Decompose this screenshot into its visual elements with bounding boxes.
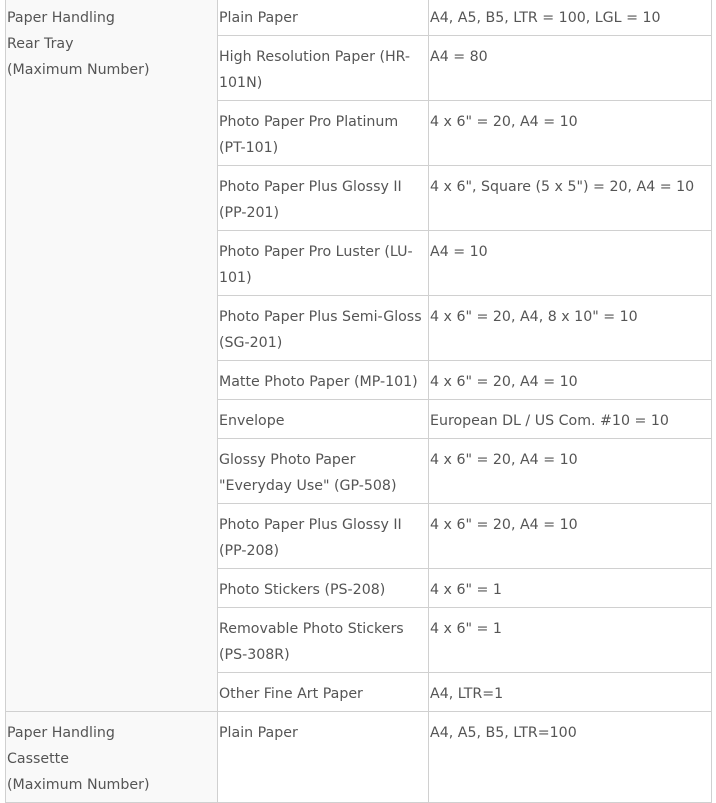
media-type-cell: Envelope <box>218 400 429 439</box>
category-subtitle: Cassette <box>7 751 69 767</box>
media-type-cell: Plain Paper <box>218 0 429 36</box>
media-type-cell: Photo Paper Pro Platinum (PT-101) <box>218 101 429 166</box>
media-type-cell: Removable Photo Stickers (PS-308R) <box>218 608 429 673</box>
capacity-cell: 4 x 6" = 1 <box>429 569 712 608</box>
capacity-cell: A4, A5, B5, LTR=100 <box>429 712 712 803</box>
paper-handling-spec-table <box>5 0 712 803</box>
category-title: Paper Handling <box>7 10 115 26</box>
table-row <box>6 0 712 36</box>
capacity-cell: 4 x 6", Square (5 x 5") = 20, A4 = 10 <box>429 166 712 231</box>
category-cell-cassette <box>6 712 218 803</box>
capacity-cell: 4 x 6" = 1 <box>429 608 712 673</box>
category-note: (Maximum Number) <box>7 62 150 78</box>
media-type-cell: High Resolution Paper (HR-101N) <box>218 36 429 101</box>
category-cell-rear-tray <box>6 0 218 712</box>
capacity-cell: A4 = 10 <box>429 231 712 296</box>
capacity-cell: A4, LTR=1 <box>429 673 712 712</box>
category-subtitle: Rear Tray <box>7 36 74 52</box>
spec-table-container <box>5 0 712 803</box>
media-type-cell: Other Fine Art Paper <box>218 673 429 712</box>
capacity-cell: 4 x 6" = 20, A4 = 10 <box>429 504 712 569</box>
media-type-cell: Photo Paper Plus Glossy II (PP-201) <box>218 166 429 231</box>
category-note: (Maximum Number) <box>7 777 150 793</box>
category-title: Paper Handling <box>7 725 115 741</box>
media-type-cell: Plain Paper <box>218 712 429 803</box>
capacity-cell: 4 x 6" = 20, A4 = 10 <box>429 101 712 166</box>
capacity-cell: A4, A5, B5, LTR = 100, LGL = 10 <box>429 0 712 36</box>
capacity-cell: 4 x 6" = 20, A4, 8 x 10" = 10 <box>429 296 712 361</box>
media-type-cell: Photo Paper Pro Luster (LU-101) <box>218 231 429 296</box>
media-type-cell: Photo Paper Plus Semi-Gloss (SG-201) <box>218 296 429 361</box>
capacity-cell: European DL / US Com. #10 = 10 <box>429 400 712 439</box>
capacity-cell: A4 = 80 <box>429 36 712 101</box>
media-type-cell: Matte Photo Paper (MP-101) <box>218 361 429 400</box>
media-type-cell: Photo Paper Plus Glossy II (PP-208) <box>218 504 429 569</box>
media-type-cell: Glossy Photo Paper "Everyday Use" (GP-508) <box>218 439 429 504</box>
table-row <box>6 712 712 803</box>
capacity-cell: 4 x 6" = 20, A4 = 10 <box>429 439 712 504</box>
media-type-cell: Photo Stickers (PS-208) <box>218 569 429 608</box>
capacity-cell: 4 x 6" = 20, A4 = 10 <box>429 361 712 400</box>
